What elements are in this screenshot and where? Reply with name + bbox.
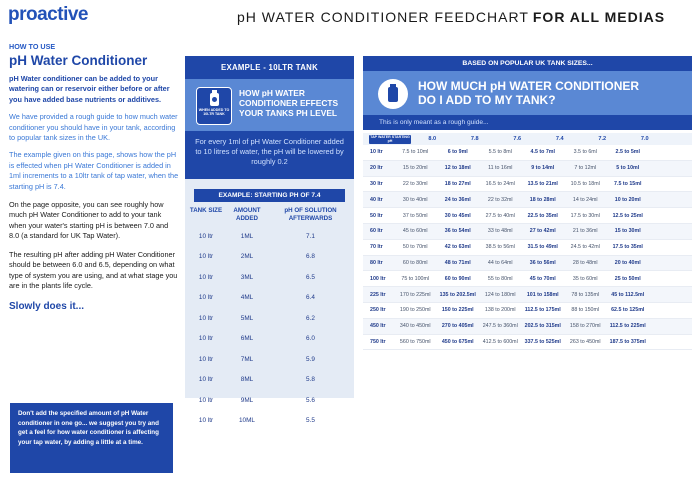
dose-cell: 412.5 to 600ml (482, 338, 518, 345)
dose-cell: 62.5 to 125ml (611, 307, 645, 314)
table-row (363, 256, 692, 272)
table-row (189, 288, 350, 309)
dose-cell: 28 to 48ml (572, 259, 598, 266)
dose-cell: 45 to 112.5ml (611, 291, 645, 298)
page-title (237, 9, 665, 25)
bottle-icon (388, 87, 398, 102)
table-cell-amount: 2ML (240, 253, 254, 261)
dose-cell: 50 to 70ml (402, 244, 428, 251)
howto-label: HOW TO USE (9, 42, 56, 51)
dose-cell: 7.5 to 10ml (402, 149, 429, 156)
opposite-paragraph: On the page opposite, you can see roughly how much pH Water Conditioner to add to your tank when your water's starting pH is between 7.0 and 8.0 (a standard for UK Tap Water). (9, 200, 169, 241)
dose-cell: 138 to 200ml (484, 307, 516, 314)
dose-cell: 10 to 20ml (614, 196, 641, 203)
example-description: For every 1ml of pH Water Conditioner added to 10 litres of water, the pH will be lowered by roughly 0.2 (185, 131, 354, 179)
dose-cell: 78 to 135ml (571, 291, 600, 298)
table-cell-ph: 5.5 (306, 417, 315, 425)
dose-cell: 22.5 to 35ml (527, 212, 558, 219)
table-cell-amount: 8ML (240, 376, 254, 384)
col-tank-size: TANK SIZE (189, 207, 223, 214)
dose-cell: 12.5 to 25ml (612, 212, 643, 219)
dose-cell: 158 to 270ml (569, 323, 601, 330)
table-row (363, 319, 692, 335)
dose-cell: 2.5 to 5ml (615, 149, 640, 156)
dose-cell: 15 to 20ml (402, 165, 428, 172)
feedchart-top-label: BASED ON POPULAR UK TANK SIZES... (363, 56, 692, 71)
table-row (363, 240, 692, 256)
feedchart-header-row (363, 133, 692, 145)
table-cell-amount: 9ML (240, 396, 254, 404)
table-cell-ph: 6.4 (306, 294, 315, 302)
dose-cell: 11 to 16ml (488, 165, 513, 172)
table-cell-tank: 10 ltr (198, 273, 214, 281)
dose-cell: 16.5 to 24ml (485, 180, 515, 187)
tank-size-cell: 750 ltr (370, 338, 386, 345)
dose-cell: 33 to 48ml (487, 228, 513, 235)
tank-size-cell: 250 ltr (370, 307, 386, 314)
dose-cell: 170 to 225ml (399, 291, 431, 298)
dose-cell: 30 to 40ml (402, 196, 428, 203)
tank-size-cell: 50 ltr (370, 212, 383, 219)
table-cell-ph: 6.2 (306, 314, 315, 322)
dose-cell: 6 to 9ml (447, 149, 468, 156)
table-row (363, 303, 692, 319)
table-row (189, 226, 350, 247)
dose-cell: 60 to 90ml (444, 275, 471, 282)
tank-size-cell: 40 ltr (370, 196, 383, 203)
table-cell-tank: 10 ltr (198, 314, 214, 322)
dose-cell: 22 to 32ml (487, 196, 513, 203)
dose-cell: 24.5 to 42ml (570, 244, 600, 251)
table-row (189, 247, 350, 268)
dose-cell: 4.5 to 7ml (530, 149, 555, 156)
dose-cell: 14 to 24ml (572, 196, 598, 203)
dose-cell: 101 to 158ml (526, 291, 559, 298)
bottle-circle-icon (378, 79, 408, 109)
feedchart-title-line2: DO I ADD TO MY TANK? (418, 93, 556, 107)
dose-cell: 190 to 250ml (399, 307, 431, 314)
dose-cell: 17.5 to 35ml (612, 244, 643, 251)
dose-cell: 18 to 28ml (529, 196, 556, 203)
dose-cell: 38.5 to 56ml (485, 244, 515, 251)
dose-cell: 340 to 450ml (399, 323, 431, 330)
table-cell-tank: 10 ltr (198, 376, 214, 384)
feedchart-title (418, 79, 639, 107)
dose-cell: 48 to 71ml (444, 259, 471, 266)
dose-cell: 5 to 10ml (616, 165, 640, 172)
example-card (185, 56, 354, 425)
badge-text: WHEN ADDED TO 10LTR TANK (198, 108, 230, 117)
bottle-icon (210, 93, 219, 106)
slowly-heading: Slowly does it... (9, 301, 85, 313)
table-cell-tank: 10 ltr (198, 232, 214, 240)
page-title-bold: FOR ALL MEDIAS (532, 9, 666, 25)
table-row (189, 349, 350, 370)
advice-box: Don't add the specified amount of pH Water conditioner in one go... we suggest you try and get a feel for how water conditioner is affecting your tap water, by adding a little at a time. (10, 403, 173, 473)
dose-cell: 135 to 202.5ml (439, 291, 476, 298)
table-row (363, 287, 692, 303)
dose-cell: 30 to 45ml (444, 212, 471, 219)
dose-cell: 13.5 to 21ml (527, 180, 558, 187)
page-title-main: pH WATER CONDITIONER FEEDCHART (237, 9, 529, 25)
feedchart-table (363, 130, 692, 350)
dose-cell: 187.5 to 375ml (609, 338, 646, 345)
table-cell-amount: 7ML (240, 355, 254, 363)
feedchart-card (363, 56, 692, 360)
feedchart-title-line1: HOW MUCH pH WATER CONDITIONER (418, 79, 640, 93)
dose-cell: 36 to 54ml (444, 228, 471, 235)
table-cell-tank: 10 ltr (198, 396, 214, 404)
table-row (363, 335, 692, 351)
table-cell-amount: 5ML (240, 314, 254, 322)
dose-cell: 45 to 60ml (402, 228, 428, 235)
result-paragraph: The resulting pH after adding pH Water Conditioner should be between 6.0 and 6.5, depending on what type of system you are using, and at what stage you are in the plants life cycle. (9, 249, 178, 290)
table-cell-amount: 4ML (240, 294, 254, 302)
rough-guide-note: This is only meant as a rough guide... (363, 115, 692, 130)
table-row (363, 208, 692, 224)
dose-cell: 37 to 50ml (402, 212, 428, 219)
dose-cell: 7.5 to 15ml (614, 180, 642, 187)
example-subheading: EXAMPLE: STARTING PH OF 7.4 (194, 189, 345, 202)
dose-cell: 75 to 100ml (401, 275, 430, 282)
table-row (189, 308, 350, 329)
dose-cell: 27 to 42ml (529, 228, 556, 235)
tank-size-cell: 20 ltr (370, 165, 383, 172)
table-cell-ph: 5.8 (306, 376, 315, 384)
dose-cell: 202.5 to 315ml (524, 323, 561, 330)
tap-water-tag: TAP WATER STARTING pH (370, 134, 410, 143)
tank-size-cell: 30 ltr (370, 180, 383, 187)
table-row (363, 192, 692, 208)
guide-paragraph: We have provided a rough guide to how much water conditioner you should have in your tank, according to popular tank sizes in the UK. (9, 112, 178, 143)
tank-size-cell: 60 ltr (370, 228, 383, 235)
table-row (189, 411, 350, 432)
dose-cell: 9 to 14ml (531, 165, 555, 172)
dose-cell: 7 to 12ml (574, 165, 597, 172)
table-cell-tank: 10 ltr (198, 294, 214, 302)
tank-size-cell: 10 ltr (370, 149, 383, 156)
dose-cell: 12 to 18ml (444, 165, 471, 172)
table-cell-tank: 10 ltr (198, 335, 214, 343)
col-amount-added: AMOUNT ADDED (233, 207, 261, 222)
ph-column-header: 8.0 (428, 136, 437, 142)
example-card-header (185, 79, 354, 131)
ph-column-header: 7.4 (555, 136, 564, 142)
tank-size-cell: 100 ltr (370, 275, 386, 282)
ph-column-header: 7.0 (640, 136, 649, 142)
dose-cell: 45 to 70ml (529, 275, 556, 282)
dose-cell: 24 to 36ml (444, 196, 471, 203)
example-table-header (185, 207, 354, 222)
dose-cell: 25 to 50ml (614, 275, 641, 282)
dose-cell: 18 to 27ml (444, 180, 471, 187)
dose-cell: 150 to 225ml (441, 307, 474, 314)
tank-size-cell: 225 ltr (370, 291, 386, 298)
dose-cell: 31.5 to 49ml (527, 244, 558, 251)
instructions-column (9, 42, 179, 312)
table-row (189, 329, 350, 350)
tank-size-cell: 450 ltr (370, 323, 386, 330)
dose-cell: 3.5 to 6ml (573, 149, 597, 156)
ph-column-header: 7.8 (470, 136, 479, 142)
table-cell-ph: 6.8 (306, 253, 315, 261)
dose-cell: 270 to 405ml (441, 323, 474, 330)
dose-cell: 88 to 150ml (571, 307, 600, 314)
table-cell-tank: 10 ltr (198, 417, 214, 425)
table-row (363, 177, 692, 193)
table-row (363, 145, 692, 161)
example-table-body (185, 226, 354, 431)
dose-cell: 337.5 to 525ml (524, 338, 561, 345)
table-cell-amount: 6ML (240, 335, 254, 343)
dose-cell: 42 to 63ml (444, 244, 471, 251)
table-row (363, 271, 692, 287)
table-cell-ph: 5.9 (306, 355, 315, 363)
logo: proactive (8, 4, 88, 25)
dose-cell: 36 to 56ml (529, 259, 556, 266)
table-cell-amount: 3ML (240, 273, 254, 281)
example-paragraph: The example given on this page, shows how the pH is effected when pH Water Conditioner is added in 1ml increments to a 10ltr tank of tap water, when the starting pH is 7.4. (9, 150, 179, 191)
table-cell-ph: 7.1 (306, 232, 315, 240)
table-cell-tank: 10 ltr (198, 253, 214, 261)
example-card-title: EXAMPLE - 10LTR TANK (185, 56, 354, 79)
dose-cell: 55 to 80ml (487, 275, 513, 282)
dose-cell: 15 to 30ml (614, 228, 641, 235)
dose-cell: 450 to 675ml (441, 338, 474, 345)
dose-cell: 21 to 36ml (572, 228, 598, 235)
table-cell-amount: 1ML (240, 232, 254, 240)
section-heading: pH Water Conditioner (9, 53, 148, 68)
dose-cell: 35 to 60ml (572, 275, 598, 282)
table-cell-ph: 5.6 (306, 396, 315, 404)
dose-cell: 124 to 180ml (484, 291, 516, 298)
bottle-badge (196, 87, 232, 125)
dose-cell: 20 to 40ml (614, 259, 641, 266)
intro-paragraph: pH Water conditioner can be added to your watering can or reservoir either before or after you have added base nutrients or additives. (9, 74, 170, 104)
feedchart-header (363, 71, 692, 115)
dose-cell: 5.5 to 8ml (488, 149, 512, 156)
table-row (363, 224, 692, 240)
dose-cell: 560 to 750ml (399, 338, 431, 345)
table-row (189, 390, 350, 411)
dose-cell: 17.5 to 30ml (570, 212, 600, 219)
tank-size-cell: 80 ltr (370, 259, 383, 266)
feedchart-body (363, 145, 692, 350)
table-row (363, 161, 692, 177)
tank-size-cell: 70 ltr (370, 244, 383, 251)
table-cell-tank: 10 ltr (198, 355, 214, 363)
dose-cell: 263 to 450ml (569, 338, 601, 345)
table-cell-amount: 10ML (239, 417, 255, 425)
dose-cell: 112.5 to 225ml (609, 323, 646, 330)
table-cell-ph: 6.5 (306, 273, 315, 281)
example-heading: HOW pH WATER CONDITIONER EFFECTS YOUR TANKS PH LEVEL (239, 88, 339, 119)
dose-cell: 22 to 30ml (402, 180, 428, 187)
ph-column-header: 7.2 (598, 136, 607, 142)
dose-cell: 27.5 to 40ml (485, 212, 515, 219)
ph-column-header: 7.6 (513, 136, 522, 142)
dose-cell: 247.5 to 360ml (482, 323, 518, 330)
table-row (189, 370, 350, 391)
col-ph-after: pH OF SOLUTION AFTERWARDS (284, 207, 337, 222)
dose-cell: 44 to 64ml (487, 259, 513, 266)
dose-cell: 60 to 80ml (402, 259, 428, 266)
dose-cell: 112.5 to 175ml (524, 307, 561, 314)
dose-cell: 10.5 to 18ml (570, 180, 600, 187)
table-row (189, 267, 350, 288)
table-cell-ph: 6.0 (306, 335, 315, 343)
